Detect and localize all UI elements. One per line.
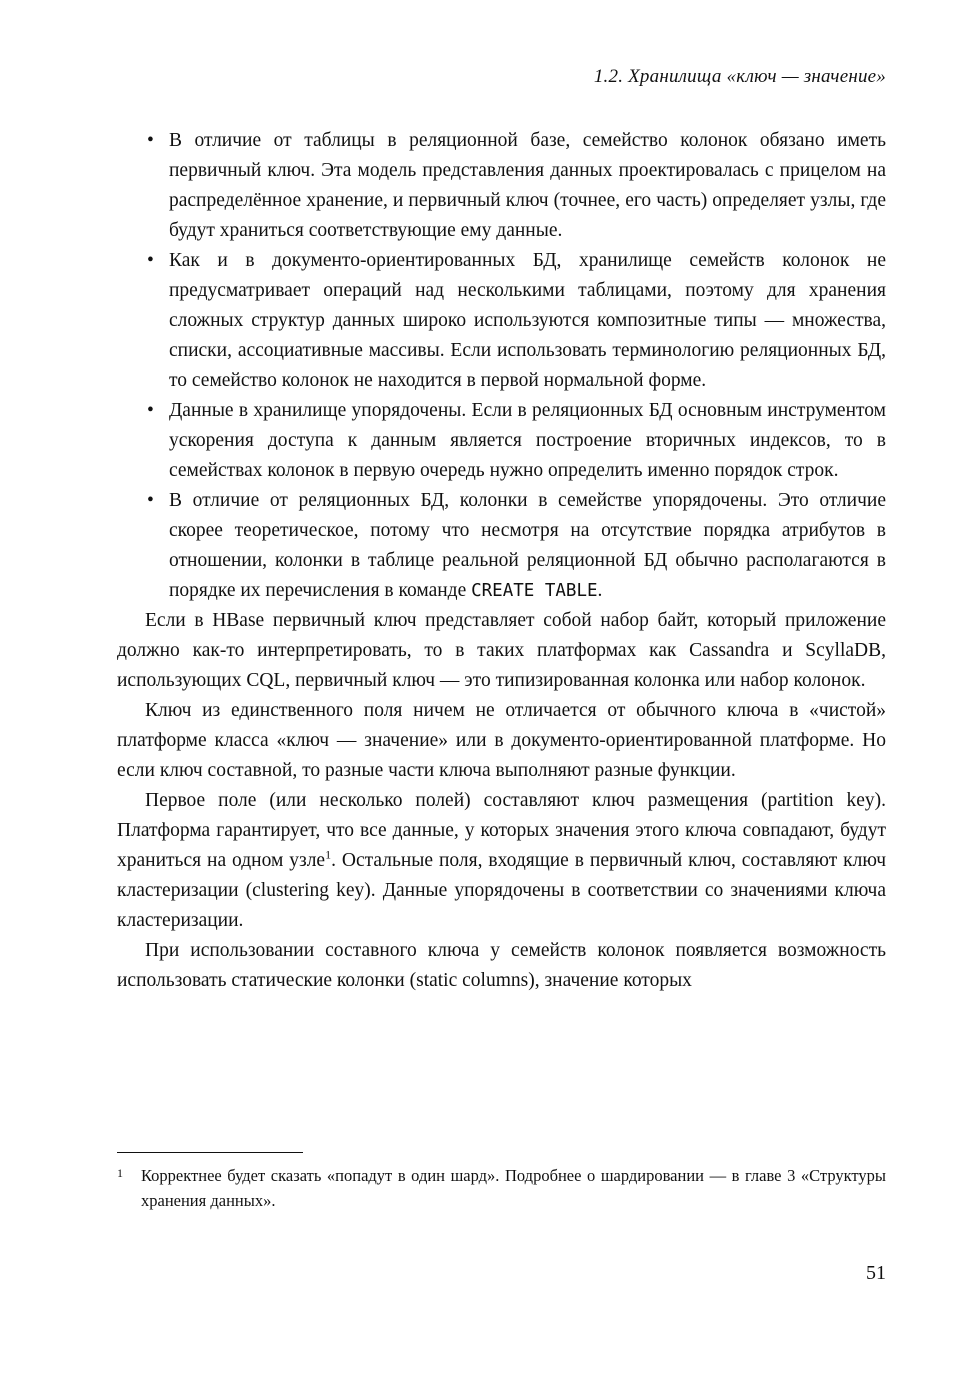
list-item-text: В отличие от реляционных БД, колонки в семействе упорядочены. Это отличие скорее теоретическое, потому что несмотря на отсутствие порядка атрибутов в отношении, колонки в таблице реальной реляционной БД обычно располагаются в порядке их перечисления в команде bbox=[169, 490, 886, 601]
footnote-divider bbox=[117, 1152, 303, 1153]
page-content bbox=[117, 66, 886, 996]
paragraph-text: Первое поле (или несколько полей) составляют ключ размещения (partition key). Платформа гарантирует, что все данные, у которых значения этого ключа совпадают, будут храниться на одном узле bbox=[117, 790, 886, 871]
list-item-text: Данные в хранилище упорядочены. Если в реляционных БД основным инструментом ускорения доступа к данным является построение вторичных индексов, то в семействах колонок в первую очередь нужно определить именно порядок строк. bbox=[169, 400, 886, 481]
list-item bbox=[117, 246, 886, 396]
inline-code: CREATE TABLE bbox=[471, 581, 598, 601]
paragraph-text: Если в HBase первичный ключ представляет собой набор байт, который приложение должно как-то интерпретировать, то в таких платформах как Cassandra и ScyllaDB, использующих CQL, первичный ключ — это типизированная колонка или набор колонок. bbox=[117, 610, 886, 691]
footnote-text: Корректнее будет сказать «попадут в один шард». Подробнее о шардировании — в главе 3 «Структуры хранения данных». bbox=[141, 1166, 886, 1210]
paragraph-text-tail: . Остальные поля, входящие в первичный ключ, составляют ключ кластеризации (clustering key). Данные упорядочены в соответствии со значениями ключа кластеризации. bbox=[117, 850, 886, 931]
running-header bbox=[117, 66, 886, 88]
paragraph bbox=[117, 786, 886, 936]
paragraph bbox=[117, 606, 886, 696]
footnote-reference: 1 bbox=[325, 847, 332, 862]
bullet-list bbox=[117, 126, 886, 606]
list-item-text-tail: . bbox=[597, 580, 603, 601]
list-item bbox=[117, 126, 886, 246]
paragraph-text: При использовании составного ключа у семейств колонок появляется возможность использовать статические колонки (static columns), значение которых bbox=[117, 940, 886, 991]
page-number: 51 bbox=[866, 1262, 886, 1284]
list-item bbox=[117, 486, 886, 606]
footnote bbox=[117, 1163, 886, 1213]
paragraph-text: Ключ из единственного поля ничем не отличается от обычного ключа в «чистой» платформе класса «ключ — значение» или в документо-ориентированной платформе. Но если ключ составной, то разные части ключа выполняют разные функции. bbox=[117, 700, 886, 781]
list-item-text: Как и в документо-ориентированных БД, хранилище семейств колонок не предусматривает операций над несколькими таблицами, поэтому для хранения сложных структур данных широко используются композитные типы — множества, списки, ассоциативные массивы. Если использовать терминологию реляционных БД, то семейство колонок не находится в первой нормальной форме. bbox=[169, 250, 886, 391]
body-text bbox=[117, 126, 886, 996]
list-item-text: В отличие от таблицы в реляционной базе, семейство колонок обязано иметь первичный ключ. Эта модель представления данных проектировалась с прицелом на распределённое хранение, и первичный ключ (точнее, его часть) определяет узлы, где будут храниться соответствующие ему данные. bbox=[169, 130, 886, 241]
paragraph bbox=[117, 696, 886, 786]
section-header-text: 1.2. Хранилища «ключ — значение» bbox=[593, 66, 886, 87]
paragraph bbox=[117, 936, 886, 996]
footnote-block bbox=[117, 1152, 886, 1213]
footnote-marker: 1 bbox=[117, 1166, 123, 1180]
list-item bbox=[117, 396, 886, 486]
